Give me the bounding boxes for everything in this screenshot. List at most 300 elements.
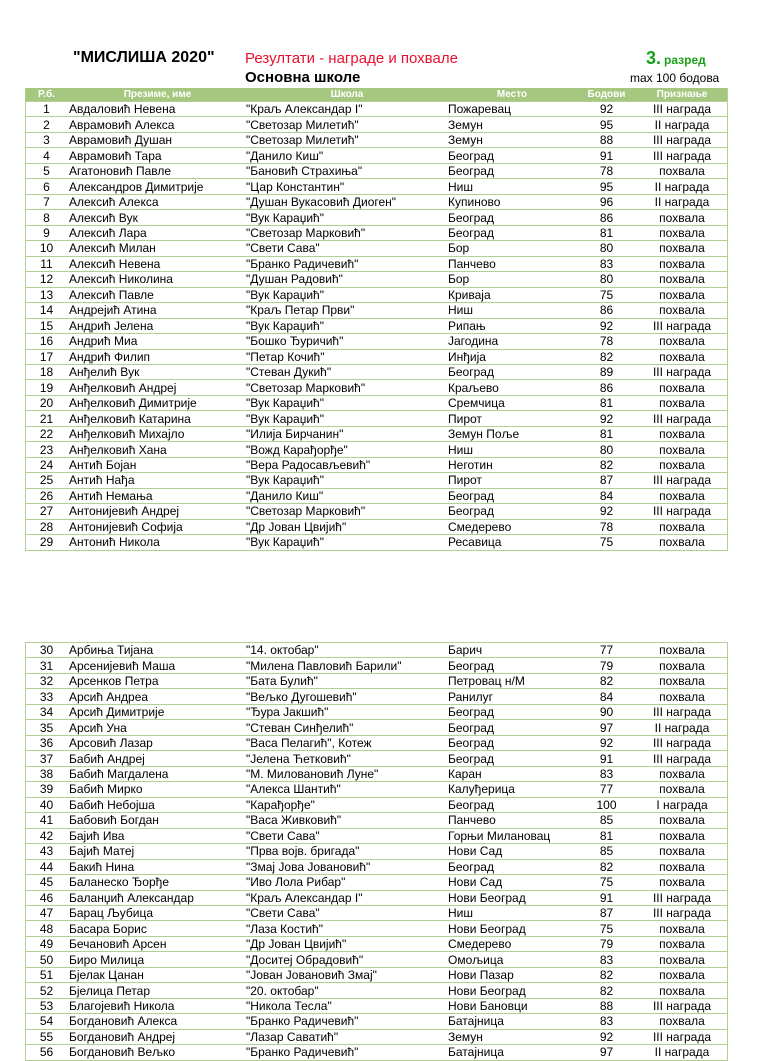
school-name: "Свети Сава" bbox=[246, 828, 448, 843]
row-number: 11 bbox=[26, 256, 68, 271]
place-name: Петровац н/М bbox=[448, 673, 576, 688]
student-name: Антић Немања bbox=[67, 488, 246, 503]
row-number: 34 bbox=[26, 704, 68, 719]
points-value: 85 bbox=[576, 813, 637, 828]
award-value: похвала bbox=[637, 256, 728, 271]
table-row bbox=[26, 411, 728, 426]
place-name: Нови Београд bbox=[448, 921, 576, 936]
row-number: 6 bbox=[26, 179, 68, 194]
row-number: 53 bbox=[26, 998, 68, 1013]
table-row bbox=[26, 488, 728, 503]
student-name: Антонијевић Софија bbox=[67, 519, 246, 534]
award-value: похвала bbox=[637, 287, 728, 302]
row-number: 12 bbox=[26, 272, 68, 287]
row-number: 41 bbox=[26, 813, 68, 828]
table-row bbox=[26, 890, 728, 905]
school-name: "Вук Караџић" bbox=[246, 411, 448, 426]
points-value: 75 bbox=[576, 875, 637, 890]
school-name: "Бранко Радичевић" bbox=[246, 1045, 448, 1060]
row-number: 4 bbox=[26, 148, 68, 163]
table-row bbox=[26, 303, 728, 318]
table-row bbox=[26, 952, 728, 967]
points-value: 81 bbox=[576, 395, 637, 410]
row-number: 8 bbox=[26, 210, 68, 225]
points-value: 80 bbox=[576, 241, 637, 256]
place-name: Београд bbox=[448, 148, 576, 163]
table-row bbox=[26, 148, 728, 163]
points-value: 92 bbox=[576, 735, 637, 750]
table-row bbox=[26, 797, 728, 812]
place-name: Београд bbox=[448, 488, 576, 503]
place-name: Нови Београд bbox=[448, 983, 576, 998]
place-name: Београд bbox=[448, 504, 576, 519]
row-number: 55 bbox=[26, 1029, 68, 1044]
award-value: II награда bbox=[637, 194, 728, 209]
award-value: III награда bbox=[637, 998, 728, 1013]
award-value: похвала bbox=[637, 689, 728, 704]
student-name: Бајић Ива bbox=[67, 828, 246, 843]
points-value: 78 bbox=[576, 163, 637, 178]
grade-word: разред bbox=[664, 53, 706, 67]
award-value: II награда bbox=[637, 117, 728, 132]
place-name: Пирот bbox=[448, 473, 576, 488]
award-value: похвала bbox=[637, 349, 728, 364]
award-value: похвала bbox=[637, 658, 728, 673]
place-name: Јагодина bbox=[448, 334, 576, 349]
place-name: Нови Сад bbox=[448, 875, 576, 890]
points-value: 92 bbox=[576, 504, 637, 519]
school-name: "Цар Константин" bbox=[246, 179, 448, 194]
table-row bbox=[26, 936, 728, 951]
place-name: Омољица bbox=[448, 952, 576, 967]
school-name: "Краљ Александар I" bbox=[246, 890, 448, 905]
table-row bbox=[26, 735, 728, 750]
school-name: "Јелена Ћетковић" bbox=[246, 751, 448, 766]
student-name: Аврамовић Душан bbox=[67, 132, 246, 147]
school-name: "Свети Сава" bbox=[246, 241, 448, 256]
award-value: похвала bbox=[637, 457, 728, 472]
place-name: Барич bbox=[448, 643, 576, 658]
school-name: "Др Јован Цвијић" bbox=[246, 936, 448, 951]
school-name: "Светозар Марковић" bbox=[246, 380, 448, 395]
points-value: 92 bbox=[576, 411, 637, 426]
student-name: Аврамовић Алекса bbox=[67, 117, 246, 132]
student-name: Авдаловић Невена bbox=[67, 102, 246, 117]
student-name: Анђелковић Димитрије bbox=[67, 395, 246, 410]
row-number: 32 bbox=[26, 673, 68, 688]
row-number: 3 bbox=[26, 132, 68, 147]
student-name: Бечановић Арсен bbox=[67, 936, 246, 951]
row-number: 37 bbox=[26, 751, 68, 766]
table-row bbox=[26, 442, 728, 457]
row-number: 52 bbox=[26, 983, 68, 998]
row-number: 43 bbox=[26, 844, 68, 859]
award-value: похвала bbox=[637, 983, 728, 998]
points-value: 97 bbox=[576, 720, 637, 735]
award-value: похвала bbox=[637, 936, 728, 951]
school-name: "Бата Булић" bbox=[246, 673, 448, 688]
award-value: похвала bbox=[637, 163, 728, 178]
student-name: Бабић Андреј bbox=[67, 751, 246, 766]
award-value: похвала bbox=[637, 766, 728, 781]
points-value: 85 bbox=[576, 844, 637, 859]
school-name: "Вера Радосављевић" bbox=[246, 457, 448, 472]
points-value: 92 bbox=[576, 318, 637, 333]
table-row bbox=[26, 132, 728, 147]
school-name: "Васа Пелагић", Котеж bbox=[246, 735, 448, 750]
table-row bbox=[26, 813, 728, 828]
table-row bbox=[26, 535, 728, 550]
row-number: 39 bbox=[26, 782, 68, 797]
student-name: Бајић Матеј bbox=[67, 844, 246, 859]
table-row bbox=[26, 921, 728, 936]
place-name: Земун Поље bbox=[448, 426, 576, 441]
school-name: "Светозар Милетић" bbox=[246, 117, 448, 132]
school-name: "Никола Тесла" bbox=[246, 998, 448, 1013]
points-value: 75 bbox=[576, 287, 637, 302]
row-number: 22 bbox=[26, 426, 68, 441]
points-value: 91 bbox=[576, 148, 637, 163]
school-name: "Бранко Радичевић" bbox=[246, 256, 448, 271]
student-name: Анђелковић Михајло bbox=[67, 426, 246, 441]
table-row bbox=[26, 875, 728, 890]
table-row bbox=[26, 256, 728, 271]
award-value: III награда bbox=[637, 148, 728, 163]
table-row bbox=[26, 859, 728, 874]
school-name: "Светозар Марковић" bbox=[246, 504, 448, 519]
row-number: 56 bbox=[26, 1045, 68, 1060]
row-number: 15 bbox=[26, 318, 68, 333]
place-name: Купиново bbox=[448, 194, 576, 209]
results-table-1 bbox=[25, 88, 728, 551]
row-number: 21 bbox=[26, 411, 68, 426]
place-name: Ниш bbox=[448, 905, 576, 920]
student-name: Бакић Нина bbox=[67, 859, 246, 874]
points-value: 83 bbox=[576, 952, 637, 967]
student-name: Арсенијевић Маша bbox=[67, 658, 246, 673]
school-name: "20. октобар" bbox=[246, 983, 448, 998]
award-value: похвала bbox=[637, 875, 728, 890]
row-number: 9 bbox=[26, 225, 68, 240]
school-name: "Данило Киш" bbox=[246, 488, 448, 503]
points-value: 92 bbox=[576, 1029, 637, 1044]
table-row bbox=[26, 844, 728, 859]
award-value: III награда bbox=[637, 318, 728, 333]
place-name: Неготин bbox=[448, 457, 576, 472]
points-value: 91 bbox=[576, 890, 637, 905]
student-name: Богдановић Вељко bbox=[67, 1045, 246, 1060]
school-name: "Илија Бирчанин" bbox=[246, 426, 448, 441]
school-name: "Бановић Страхиња" bbox=[246, 163, 448, 178]
student-name: Баланеско Ђорђе bbox=[67, 875, 246, 890]
table-row bbox=[26, 395, 728, 410]
award-value: похвала bbox=[637, 859, 728, 874]
award-value: III награда bbox=[637, 132, 728, 147]
student-name: Бабовић Богдан bbox=[67, 813, 246, 828]
table-row bbox=[26, 983, 728, 998]
col-header-rb: Р.б. bbox=[26, 88, 68, 102]
table-row bbox=[26, 782, 728, 797]
place-name: Земун bbox=[448, 132, 576, 147]
points-value: 82 bbox=[576, 457, 637, 472]
award-value: II награда bbox=[637, 1045, 728, 1060]
table-row bbox=[26, 318, 728, 333]
award-value: II награда bbox=[637, 179, 728, 194]
school-name: "Петар Кочић" bbox=[246, 349, 448, 364]
row-number: 18 bbox=[26, 364, 68, 379]
table-row bbox=[26, 179, 728, 194]
place-name: Панчево bbox=[448, 813, 576, 828]
student-name: Богдановић Андреј bbox=[67, 1029, 246, 1044]
table-row bbox=[26, 380, 728, 395]
award-value: похвала bbox=[637, 241, 728, 256]
school-name: "Милена Павловић Барили" bbox=[246, 658, 448, 673]
row-number: 13 bbox=[26, 287, 68, 302]
student-name: Андрић Јелена bbox=[67, 318, 246, 333]
award-value: похвала bbox=[637, 488, 728, 503]
col-header-school: Школа bbox=[246, 88, 448, 102]
school-name: "Вук Караџић" bbox=[246, 318, 448, 333]
student-name: Александров Димитрије bbox=[67, 179, 246, 194]
points-value: 83 bbox=[576, 766, 637, 781]
student-name: Богдановић Алекса bbox=[67, 1014, 246, 1029]
table-row bbox=[26, 828, 728, 843]
student-name: Арсенков Петра bbox=[67, 673, 246, 688]
student-name: Бјелица Петар bbox=[67, 983, 246, 998]
points-value: 87 bbox=[576, 905, 637, 920]
school-name: "Лаза Костић" bbox=[246, 921, 448, 936]
points-value: 89 bbox=[576, 364, 637, 379]
school-name: "Краљ Александар I" bbox=[246, 102, 448, 117]
points-value: 81 bbox=[576, 225, 637, 240]
award-value: похвала bbox=[637, 303, 728, 318]
award-value: III награда bbox=[637, 473, 728, 488]
award-value: III награда bbox=[637, 411, 728, 426]
student-name: Андрић Филип bbox=[67, 349, 246, 364]
row-number: 26 bbox=[26, 488, 68, 503]
row-number: 33 bbox=[26, 689, 68, 704]
table-row bbox=[26, 457, 728, 472]
place-name: Каран bbox=[448, 766, 576, 781]
table-row bbox=[26, 163, 728, 178]
row-number: 24 bbox=[26, 457, 68, 472]
school-name: "Прва војв. бригада" bbox=[246, 844, 448, 859]
table-row bbox=[26, 349, 728, 364]
school-type-label: Основна школе bbox=[245, 69, 361, 86]
student-name: Анђелковић Хана bbox=[67, 442, 246, 457]
place-name: Калуђерица bbox=[448, 782, 576, 797]
place-name: Београд bbox=[448, 797, 576, 812]
points-value: 91 bbox=[576, 751, 637, 766]
award-value: I награда bbox=[637, 797, 728, 812]
school-name: "Вук Караџић" bbox=[246, 473, 448, 488]
table-row bbox=[26, 1029, 728, 1044]
award-value: II награда bbox=[637, 720, 728, 735]
school-name: "Светозар Милетић" bbox=[246, 132, 448, 147]
student-name: Анђелић Вук bbox=[67, 364, 246, 379]
place-name: Ниш bbox=[448, 303, 576, 318]
points-value: 80 bbox=[576, 442, 637, 457]
school-name: "Свети Сава" bbox=[246, 905, 448, 920]
place-name: Београд bbox=[448, 658, 576, 673]
row-number: 44 bbox=[26, 859, 68, 874]
award-value: похвала bbox=[637, 334, 728, 349]
place-name: Београд bbox=[448, 704, 576, 719]
award-value: III награда bbox=[637, 890, 728, 905]
points-value: 80 bbox=[576, 272, 637, 287]
school-name: "Бошко Ђуричић" bbox=[246, 334, 448, 349]
student-name: Антонић Никола bbox=[67, 535, 246, 550]
student-name: Алексић Вук bbox=[67, 210, 246, 225]
school-name: "Бранко Радичевић" bbox=[246, 1014, 448, 1029]
place-name: Београд bbox=[448, 210, 576, 225]
place-name: Ниш bbox=[448, 442, 576, 457]
student-name: Алексић Лара bbox=[67, 225, 246, 240]
row-number: 16 bbox=[26, 334, 68, 349]
place-name: Нови Сад bbox=[448, 844, 576, 859]
school-name: "Иво Лола Рибар" bbox=[246, 875, 448, 890]
points-value: 84 bbox=[576, 488, 637, 503]
student-name: Алексић Милан bbox=[67, 241, 246, 256]
place-name: Ресавица bbox=[448, 535, 576, 550]
points-value: 79 bbox=[576, 936, 637, 951]
school-name: "Лазар Саватић" bbox=[246, 1029, 448, 1044]
school-name: "Вељко Дугошевић" bbox=[246, 689, 448, 704]
row-number: 19 bbox=[26, 380, 68, 395]
school-name: "Др Јован Цвијић" bbox=[246, 519, 448, 534]
student-name: Антић Нађа bbox=[67, 473, 246, 488]
contest-title: "МИСЛИША 2020" bbox=[73, 49, 215, 66]
table-row bbox=[26, 504, 728, 519]
student-name: Алексић Алекса bbox=[67, 194, 246, 209]
table-row bbox=[26, 704, 728, 719]
award-value: похвала bbox=[637, 380, 728, 395]
row-number: 47 bbox=[26, 905, 68, 920]
place-name: Београд bbox=[448, 720, 576, 735]
student-name: Бабић Магдалена bbox=[67, 766, 246, 781]
award-value: похвала bbox=[637, 535, 728, 550]
row-number: 7 bbox=[26, 194, 68, 209]
points-value: 78 bbox=[576, 519, 637, 534]
award-value: похвала bbox=[637, 782, 728, 797]
table-row bbox=[26, 117, 728, 132]
table-row bbox=[26, 1014, 728, 1029]
points-value: 81 bbox=[576, 426, 637, 441]
place-name: Земун bbox=[448, 1029, 576, 1044]
place-name: Бор bbox=[448, 241, 576, 256]
row-number: 25 bbox=[26, 473, 68, 488]
place-name: Ранилуг bbox=[448, 689, 576, 704]
student-name: Анђелковић Андреј bbox=[67, 380, 246, 395]
student-name: Алексић Невена bbox=[67, 256, 246, 271]
row-number: 20 bbox=[26, 395, 68, 410]
points-value: 82 bbox=[576, 673, 637, 688]
place-name: Криваја bbox=[448, 287, 576, 302]
row-number: 23 bbox=[26, 442, 68, 457]
table-row bbox=[26, 473, 728, 488]
table-row bbox=[26, 998, 728, 1013]
place-name: Нови Пазар bbox=[448, 967, 576, 982]
award-value: III награда bbox=[637, 751, 728, 766]
award-value: похвала bbox=[637, 844, 728, 859]
student-name: Андрејић Атина bbox=[67, 303, 246, 318]
row-number: 17 bbox=[26, 349, 68, 364]
place-name: Нови Београд bbox=[448, 890, 576, 905]
student-name: Арсић Димитрије bbox=[67, 704, 246, 719]
place-name: Београд bbox=[448, 735, 576, 750]
table-row bbox=[26, 210, 728, 225]
points-value: 86 bbox=[576, 210, 637, 225]
table-row bbox=[26, 967, 728, 982]
student-name: Арсовић Лазар bbox=[67, 735, 246, 750]
place-name: Сремчица bbox=[448, 395, 576, 410]
table-row bbox=[26, 519, 728, 534]
row-number: 36 bbox=[26, 735, 68, 750]
table-row bbox=[26, 1045, 728, 1060]
table-row bbox=[26, 905, 728, 920]
student-name: Алексић Николина bbox=[67, 272, 246, 287]
award-value: похвала bbox=[637, 519, 728, 534]
row-number: 54 bbox=[26, 1014, 68, 1029]
points-value: 78 bbox=[576, 334, 637, 349]
table-row bbox=[26, 643, 728, 658]
student-name: Антић Бојан bbox=[67, 457, 246, 472]
place-name: Ниш bbox=[448, 179, 576, 194]
table-row bbox=[26, 673, 728, 688]
school-name: "14. октобар" bbox=[246, 643, 448, 658]
place-name: Бор bbox=[448, 272, 576, 287]
table-row bbox=[26, 194, 728, 209]
row-number: 2 bbox=[26, 117, 68, 132]
student-name: Баланџић Александар bbox=[67, 890, 246, 905]
award-value: похвала bbox=[637, 442, 728, 457]
table-row bbox=[26, 426, 728, 441]
points-value: 86 bbox=[576, 380, 637, 395]
school-name: "Вук Караџић" bbox=[246, 535, 448, 550]
award-value: III награда bbox=[637, 704, 728, 719]
table-row bbox=[26, 689, 728, 704]
table-row bbox=[26, 720, 728, 735]
table-row bbox=[26, 241, 728, 256]
school-name: "Вук Караџић" bbox=[246, 287, 448, 302]
award-value: похвала bbox=[637, 813, 728, 828]
points-value: 82 bbox=[576, 859, 637, 874]
place-name: Горњи Милановац bbox=[448, 828, 576, 843]
row-number: 27 bbox=[26, 504, 68, 519]
school-name: "Васа Живковић" bbox=[246, 813, 448, 828]
award-value: похвала bbox=[637, 673, 728, 688]
student-name: Анђелковић Катарина bbox=[67, 411, 246, 426]
school-name: "Алекса Шантић" bbox=[246, 782, 448, 797]
place-name: Земун bbox=[448, 117, 576, 132]
school-name: "Вук Караџић" bbox=[246, 210, 448, 225]
row-number: 14 bbox=[26, 303, 68, 318]
points-value: 77 bbox=[576, 782, 637, 797]
school-name: "Карађорђе" bbox=[246, 797, 448, 812]
points-value: 97 bbox=[576, 1045, 637, 1060]
grade-label bbox=[646, 48, 706, 69]
school-name: "Стеван Дукић" bbox=[246, 364, 448, 379]
award-value: похвала bbox=[637, 426, 728, 441]
student-name: Арбиња Тијана bbox=[67, 643, 246, 658]
school-name: "М. Миловановић Луне" bbox=[246, 766, 448, 781]
points-value: 86 bbox=[576, 303, 637, 318]
results-table-2 bbox=[25, 642, 728, 1061]
points-value: 95 bbox=[576, 179, 637, 194]
school-name: "Доситеј Обрадовић" bbox=[246, 952, 448, 967]
award-value: похвала bbox=[637, 921, 728, 936]
points-value: 92 bbox=[576, 102, 637, 117]
